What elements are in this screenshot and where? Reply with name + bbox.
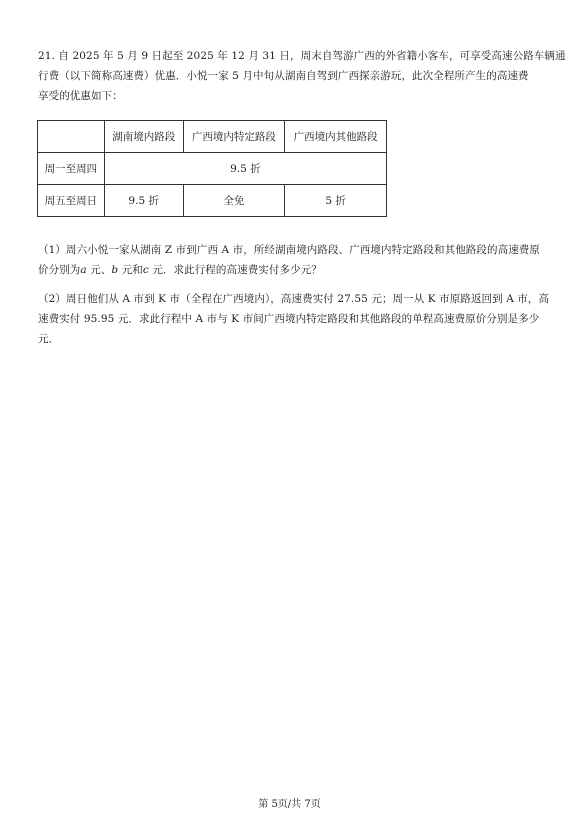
q1-text: 元和 xyxy=(118,263,143,276)
intro-line: 21. 自 2025 年 5 月 9 日起至 2025 年 12 月 31 日，周末自驾游广西的外省籍小客车，可享受高速公路车辆通 xyxy=(38,50,566,62)
q1-line xyxy=(38,261,552,281)
table-header-row xyxy=(38,121,387,153)
var-b: b xyxy=(111,263,119,276)
merged-value-cell: 9.5 折 xyxy=(104,153,386,185)
table-header-cell: 广西境内特定路段 xyxy=(183,121,285,153)
question-1 xyxy=(38,241,552,281)
q1-text: 元、 xyxy=(86,263,112,276)
question-2 xyxy=(38,290,552,350)
value-cell: 5 折 xyxy=(285,185,387,217)
table-row xyxy=(38,185,387,217)
value-cell: 9.5 折 xyxy=(104,185,183,217)
q1-text: 价分别为 xyxy=(38,263,81,276)
problem-intro xyxy=(38,47,566,107)
q1-line: （1）周六小悦一家从湖南 Z 市到广西 A 市，所经湖南境内路段、广西境内特定路段和其他路段的高速费原 xyxy=(38,244,541,256)
q2-line: （2）周日他们从 A 市到 K 市（全程在广西境内），高速费实付 27.55 元；周一从 K 市原路返回到 A 市，高 xyxy=(38,293,550,305)
page-footer: 第 5页/共 7页 xyxy=(258,799,321,810)
row-label-cell: 周一至周四 xyxy=(38,153,105,185)
var-a: a xyxy=(80,263,87,276)
table-header-cell xyxy=(38,121,105,153)
discount-table xyxy=(37,120,387,217)
var-c: c xyxy=(142,263,149,276)
q2-line: 元． xyxy=(38,332,60,345)
intro-line: 享受的优惠如下： xyxy=(38,89,123,102)
table-row xyxy=(38,153,387,185)
intro-line: 行费（以下简称高速费）优惠．小悦一家 5 月中旬从湖南自驾到广西探亲游玩，此次全程所产生的高速费 xyxy=(38,69,529,82)
q1-text: 元．求此行程的高速费实付多少元？ xyxy=(148,263,322,276)
value-cell: 全免 xyxy=(183,185,285,217)
row-label-cell: 周五至周日 xyxy=(38,185,105,217)
table-header-cell: 湖南境内路段 xyxy=(104,121,183,153)
table-header-cell: 广西境内其他路段 xyxy=(285,121,387,153)
q2-line: 速费实付 95.95 元．求此行程中 A 市与 K 市间广西境内特定路段和其他路段的单程高速费原价分别是多少 xyxy=(38,312,540,325)
